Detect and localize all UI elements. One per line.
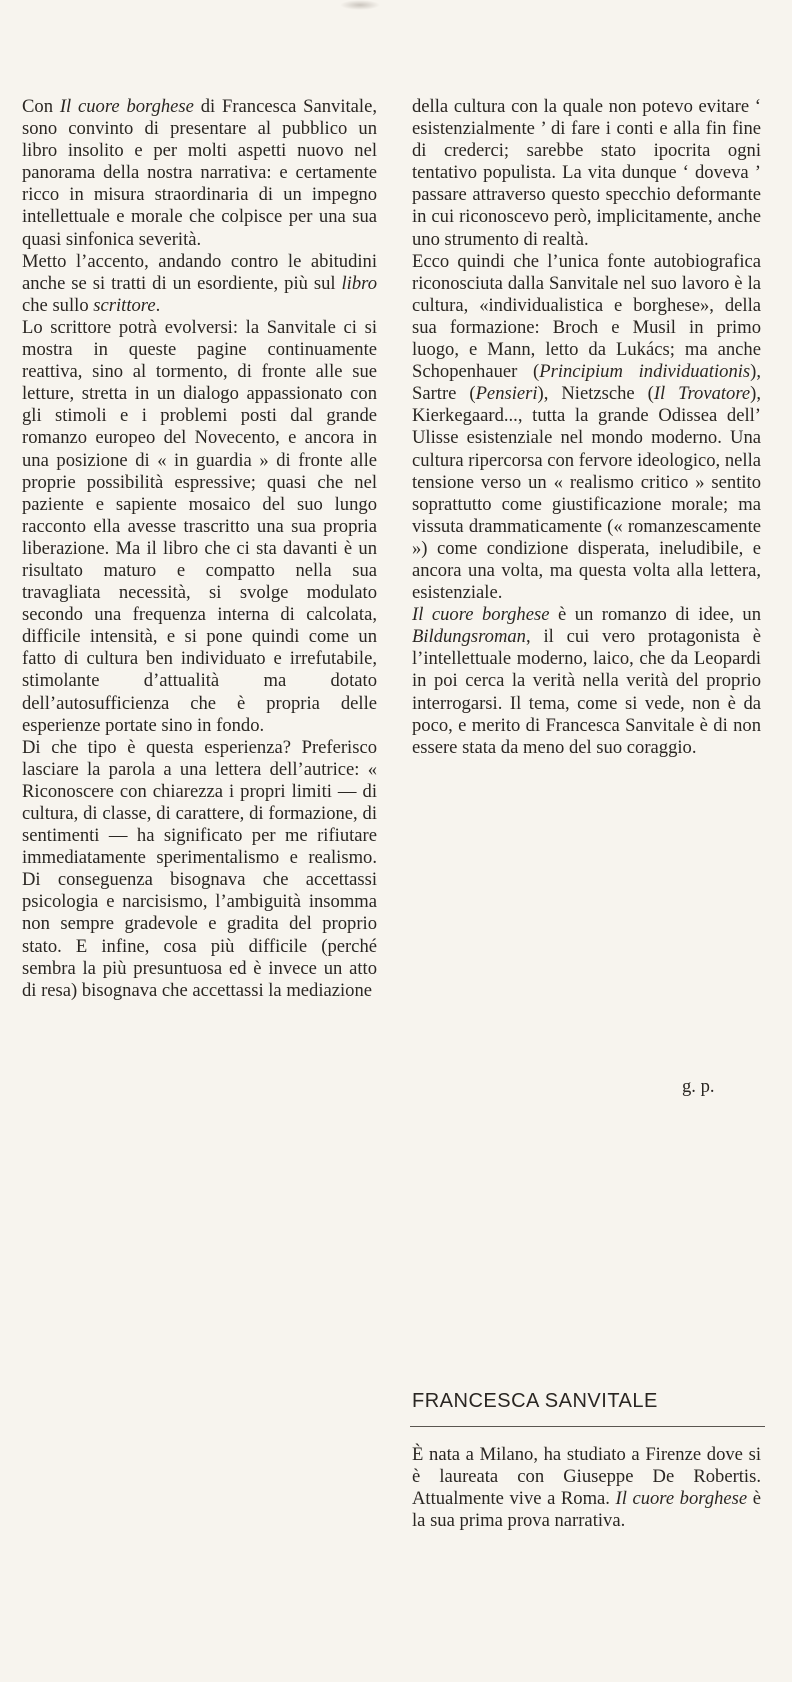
text-run: , il cui vero protagonista è l’intellettuale moderno, laico, che da Leopardi in poi cerca la verità nella verità del proprio interrogarsi. Il tema, come si vede, non è da poco, e merito di Francesca Sanvitale è di non essere stata da meno del suo coraggio. bbox=[412, 626, 761, 758]
bio-paragraph bbox=[412, 1444, 761, 1532]
bio-heading: FRANCESCA SANVITALE bbox=[412, 1390, 658, 1412]
text-run: che sullo bbox=[22, 294, 94, 316]
paragraph bbox=[22, 317, 377, 737]
bio-divider bbox=[410, 1426, 765, 1427]
text-run: Metto l’accento, andando contro le abitudini anche se si tratti di un esordiente, più sul bbox=[22, 250, 377, 294]
text-run: ), Sartre ( bbox=[412, 361, 762, 405]
left-text-column bbox=[22, 96, 377, 1002]
text-run: ), Kierkegaard..., tutta la grande Odissea dell’ Ulisse esistenziale nel mondo moderno. Una cultura ripercorsa con fervore ideologico, nella tensione verso un « realismo critico » sentito soprattutto come giustificazione morale; ma vissuta drammaticamente (« romanzescamente ») come condizione disperata, ineludibile, e ancora una volta, ma questa volta alla lettera, esistenziale. bbox=[412, 383, 761, 604]
text-run: Con bbox=[22, 96, 60, 117]
italic-text: Bildungsroman bbox=[412, 626, 526, 648]
text-run: È nata a Milano, ha studiato a Firenze dove si è laureata con Giuseppe De Robertis. Attualmente vive a Roma. bbox=[412, 1444, 761, 1510]
paragraph bbox=[22, 251, 377, 317]
paragraph bbox=[412, 251, 761, 605]
text-run: ), Nietzsche ( bbox=[537, 383, 654, 405]
italic-text: Pensieri bbox=[475, 383, 538, 405]
italic-text: libro bbox=[341, 272, 377, 294]
text-run: di Francesca Sanvitale, sono convinto di presentare al pubblico un libro insolito e per molti aspetti nuovo nel panorama della nostra narrativa: e certamente ricco in misura straordinaria di un impegno intellettuale e morale che colpisce per una sua quasi sinfonica severità. bbox=[22, 96, 377, 250]
paragraph bbox=[22, 96, 377, 251]
text-run: è la sua prima prova narrativa. bbox=[412, 1488, 761, 1532]
author-signature: g. p. bbox=[682, 1076, 715, 1097]
italic-text: Il cuore borghese bbox=[615, 1488, 748, 1510]
paragraph bbox=[22, 737, 377, 1002]
paragraph bbox=[412, 604, 761, 759]
italic-text: Principium individuationis bbox=[539, 361, 751, 383]
italic-text: Il Trovatore bbox=[653, 383, 751, 405]
italic-text: Il cuore borghese bbox=[412, 604, 550, 626]
paragraph bbox=[412, 96, 761, 251]
text-run: Ecco quindi che l’unica fonte autobiografica riconosciuta dalla Sanvitale nel suo lavoro è la cultura, «individualistica e borghese», della sua formazione: Broch e Musil in primo luogo, e Mann, letto da Lukács; ma anche Schopenhauer ( bbox=[412, 250, 761, 383]
text-run: . bbox=[155, 294, 161, 316]
italic-text: scrittore bbox=[93, 294, 156, 316]
text-run: è un romanzo di idee, un bbox=[549, 604, 761, 626]
right-text-column bbox=[412, 96, 761, 759]
text-run: della cultura con la quale non potevo evitare ‘ esistenzialmente ’ di fare i conti e alla fin fine di crederci; sarebbe stato ipocrita ogni tentativo populista. La vita dunque ‘ doveva ’ passare attraverso questo specchio deformante in cui riconoscevo però, implicitamente, anche uno strumento di realtà. bbox=[412, 96, 761, 250]
bio-text-block bbox=[412, 1444, 761, 1532]
italic-text: Il cuore borghese bbox=[59, 96, 194, 117]
scan-smudge bbox=[340, 0, 380, 10]
text-run: Lo scrittore potrà evolversi: la Sanvitale ci si mostra in queste pagine continuamente reattiva, sino al tormento, di fronte alle sue letture, stretta in un dialogo appassionato con gli stimoli e i problemi posti dal grande romanzo europeo del Novecento, e ancora in una posizione di « in guardia » di fronte alle proprie possibilità espressive; quasi che nel paziente e sapiente mosaico del suo lungo racconto ella avesse trascritto una sua propria liberazione. Ma il libro che ci sta davanti è un risultato maturo e compatto nella sua travagliata necessità, si svolge modulato secondo una frequenza interna di calcolata, difficile intensità, e si pone quindi come un fatto di cultura ben individuato e irrefutabile, stimolante d’attualità ma dotato dell’autosufficienza che è propria delle esperienze portate sino in fondo. bbox=[22, 316, 377, 736]
text-run: Di che tipo è questa esperienza? Preferisco lasciare la parola a una lettera dell’autrice: « Riconoscere con chiarezza i propri limiti — di cultura, di classe, di carattere, di formazione, di sentimenti — ha significato per me rifiutare immediatamente sperimentalismo e realismo. Di conseguenza bisognava che accettassi psicologia e narcisismo, l’ambiguità insomma non sempre gradevole e gradita del proprio stato. E infine, cosa più difficile (perché sembra la più presuntuosa ed è invece un atto di resa) bisognava che accettassi la mediazione bbox=[22, 736, 377, 1001]
